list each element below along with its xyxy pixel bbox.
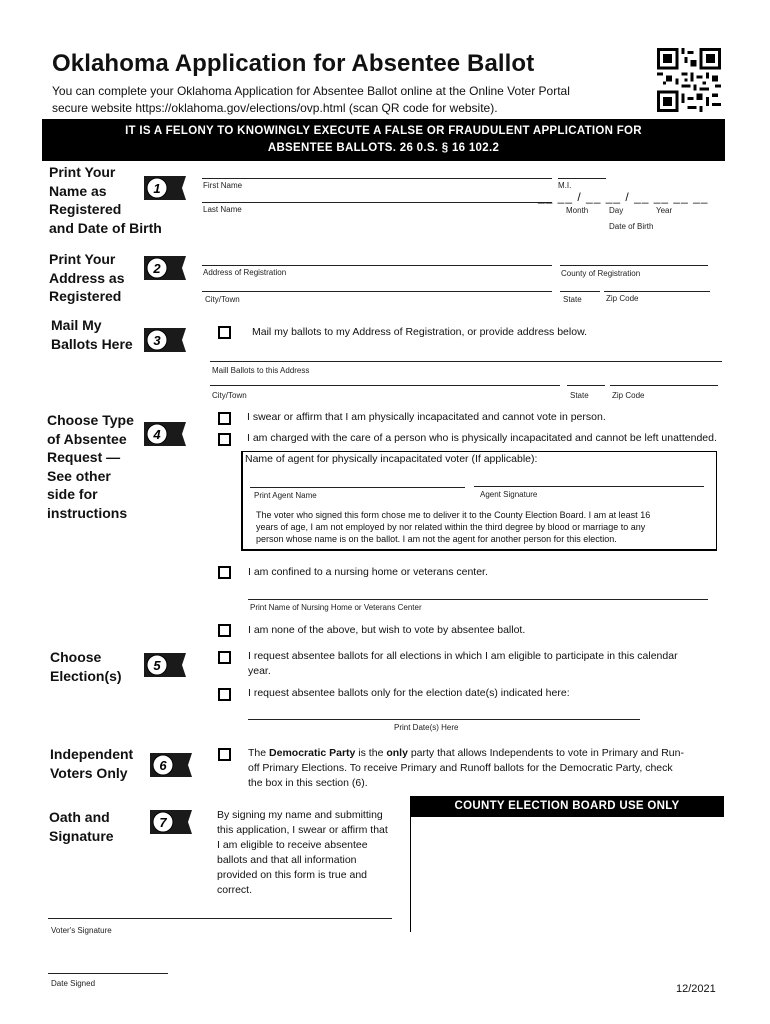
date-signed-caption: Date Signed (51, 979, 96, 988)
section-1-label-line: Name as (49, 182, 107, 199)
voter-signature-field[interactable] (48, 918, 392, 919)
year-caption: Year (656, 206, 673, 215)
section-7-label (49, 808, 114, 845)
middle-initial-field[interactable] (558, 178, 606, 179)
section-4-label-line: See other (47, 467, 111, 484)
section-3-label-line: Mail My (51, 317, 102, 333)
section-2-label-line: Registered (49, 288, 122, 304)
section-5-label-line: Choose (50, 649, 102, 665)
section-4-label (47, 411, 134, 522)
mailing-zip-caption: Zip Code (612, 391, 645, 400)
specific-dates-checkbox[interactable] (218, 688, 231, 701)
election-dates-caption: Print Date(s) Here (394, 723, 459, 732)
all-elections-checkbox[interactable] (218, 651, 231, 664)
section-number: 4 (153, 427, 161, 442)
section-3-label (51, 316, 133, 353)
independent-line-2: off Primary Elections. To receive Primary and Runoff ballots for the Democratic Party, check (248, 762, 673, 774)
specific-dates-text: I request absentee ballots only for the election date(s) indicated here: (248, 687, 570, 699)
agent-statement-line: person whose name is on the ballot. I am not the agent for another person for this election. (256, 534, 617, 544)
oath-line: I am eligible to receive absentee (217, 839, 368, 851)
text-run: The (248, 747, 270, 759)
all-elections-text (248, 649, 678, 679)
form-title: Oklahoma Application for Absentee Ballot (52, 50, 535, 77)
section-number: 1 (153, 181, 161, 196)
section-1-label-line: Print Your (49, 164, 116, 180)
mailing-state-caption: State (570, 391, 589, 400)
incapacitated-text: I swear or affirm that I am physically incapacitated and cannot vote in person. (247, 411, 606, 423)
caregiver-text: I am charged with the care of a person who is physically incapacitated and cannot be left unattended. (247, 432, 717, 444)
agent-title: Name of agent for physically incapacitated voter (If applicable): (245, 453, 538, 465)
oath-line: provided on this form is true and (217, 869, 367, 881)
section-number: 5 (153, 658, 161, 673)
section-number: 3 (153, 333, 161, 348)
section-4-label-line: Choose Type (47, 412, 134, 428)
nursing-home-name-field[interactable] (248, 599, 708, 600)
registration-zip-field[interactable] (604, 291, 710, 292)
mailing-address-field[interactable] (210, 361, 722, 362)
text-run: party that allows Independents to vote in Primary and Run- (407, 747, 684, 759)
section-4-label-line: of Absentee (47, 430, 127, 447)
county-board-area (410, 817, 725, 932)
voter-signature-caption: Voter's Signature (51, 926, 112, 935)
month-caption: Month (566, 206, 589, 215)
revision-date: 12/2021 (676, 983, 716, 995)
county-of-registration-field[interactable] (560, 265, 708, 266)
incapacitated-checkbox[interactable] (218, 412, 231, 425)
none-of-above-text: I am none of the above, but wish to vote by absentee ballot. (248, 624, 526, 636)
first-name-field[interactable] (202, 178, 552, 179)
nursing-home-checkbox[interactable] (218, 566, 231, 579)
nursing-home-caption: Print Name of Nursing Home or Veterans Center (250, 603, 422, 612)
section-1-number-badge (142, 174, 188, 202)
section-number: 7 (159, 815, 167, 830)
address-caption: Address of Registration (203, 268, 287, 277)
all-elections-line: year. (248, 665, 271, 677)
caregiver-checkbox[interactable] (218, 433, 231, 446)
section-5-label (50, 648, 122, 685)
mailing-zip-field[interactable] (610, 385, 718, 386)
section-3-number-badge (142, 326, 188, 354)
qr-code-icon (657, 48, 721, 112)
section-2-label-line: Address as (49, 269, 125, 286)
section-6-label (50, 745, 133, 782)
section-6-label-line: Independent (50, 746, 134, 762)
middle-initial-caption: M.I. (558, 181, 572, 190)
section-1-label-line: Registered (49, 201, 122, 217)
oath-line: correct. (217, 884, 253, 896)
agent-name-caption: Print Agent Name (254, 491, 317, 500)
section-2-label-line: Print Your (49, 251, 116, 267)
emphasis: only (386, 747, 408, 759)
nursing-home-text: I am confined to a nursing home or veterans center. (248, 566, 488, 578)
last-name-caption: Last Name (203, 205, 242, 214)
section-4-label-line: Request — (47, 449, 121, 465)
zip-caption: Zip Code (606, 294, 639, 303)
section-6-number-badge (148, 751, 194, 779)
intro-line-2: secure website https://oklahoma.gov/elections/ovp.html (scan QR code for website). (52, 101, 498, 115)
section-2-label (49, 250, 124, 306)
agent-statement-line: years of age, I am not employed by nor related within the third degree by blood or marriage to any (256, 522, 646, 532)
intro-line-1: You can complete your Oklahoma Application for Absentee Ballot online at the Online Voter Portal (52, 84, 570, 98)
intro-text (52, 83, 612, 117)
party-name: Democratic Party (269, 747, 356, 759)
date-signed-field[interactable] (48, 973, 168, 974)
oath-line: this application, I swear or affirm that (217, 824, 388, 836)
section-7-label-line: Oath and (49, 809, 110, 825)
county-board-header: COUNTY ELECTION BOARD USE ONLY (410, 796, 724, 817)
all-elections-line: I request absentee ballots for all elections in which I am eligible to participate in this calendar (248, 650, 678, 662)
agent-statement (256, 509, 650, 545)
section-6-label-line: Voters Only (50, 764, 128, 781)
agent-name-field[interactable] (250, 487, 465, 488)
county-caption: County of Registration (561, 269, 641, 278)
felony-warning-banner (42, 119, 725, 161)
mailing-city-caption: City/Town (212, 391, 247, 400)
first-name-caption: First Name (203, 181, 243, 190)
independent-text (248, 746, 718, 791)
date-of-birth-field[interactable]: __ __ / __ __ / __ __ __ __ (538, 190, 709, 204)
section-4-label-line: side for (47, 486, 98, 502)
independent-line-3: the box in this section (6). (248, 777, 368, 789)
section-5-label-line: Election(s) (50, 667, 122, 684)
agent-signature-caption: Agent Signature (480, 490, 538, 499)
address-of-registration-field[interactable] (202, 265, 552, 266)
mail-to-registration-checkbox[interactable] (218, 326, 231, 339)
oath-text (217, 808, 407, 898)
date-of-birth-caption: Date of Birth (609, 222, 654, 231)
section-number: 6 (159, 758, 167, 773)
section-number: 2 (153, 261, 161, 276)
registration-city-field[interactable] (202, 291, 552, 292)
agent-signature-field[interactable] (474, 486, 704, 487)
day-caption: Day (609, 206, 624, 215)
city-caption: City/Town (205, 295, 240, 304)
independent-line-1 (248, 746, 718, 761)
section-5-number-badge (142, 651, 188, 679)
mailing-city-field[interactable] (210, 385, 560, 386)
text-run: is the (355, 747, 387, 759)
last-name-field[interactable] (202, 202, 552, 203)
registration-state-field[interactable] (560, 291, 600, 292)
oath-line: ballots and that all information (217, 854, 357, 866)
banner-line-2: ABSENTEE BALLOTS. 26 0.S. § 16 102.2 (267, 142, 500, 154)
section-2-number-badge (142, 254, 188, 282)
section-7-label-line: Signature (49, 827, 114, 844)
section-4-label-line: instructions (47, 504, 128, 521)
mail-option-text: Mail my ballots to my Address of Registration, or provide address below. (252, 326, 587, 338)
none-of-above-checkbox[interactable] (218, 624, 231, 637)
state-caption: State (563, 295, 582, 304)
section-3-label-line: Ballots Here (51, 335, 133, 352)
independent-democratic-checkbox[interactable] (218, 748, 231, 761)
section-7-number-badge (148, 808, 194, 836)
banner-line-1: IT IS A FELONY TO KNOWINGLY EXECUTE A FALSE OR FRAUDULENT APPLICATION FOR (125, 125, 642, 137)
mailing-state-field[interactable] (567, 385, 605, 386)
section-1-label-line: and Date of Birth (49, 219, 162, 236)
election-dates-field[interactable] (248, 719, 640, 720)
section-4-number-badge (142, 420, 188, 448)
mailing-address-caption: Maill Ballots to this Address (212, 366, 310, 375)
oath-line: By signing my name and submitting (217, 809, 383, 821)
agent-statement-line: The voter who signed this form chose me to deliver it to the County Election Board. I am at least 16 (256, 510, 651, 520)
